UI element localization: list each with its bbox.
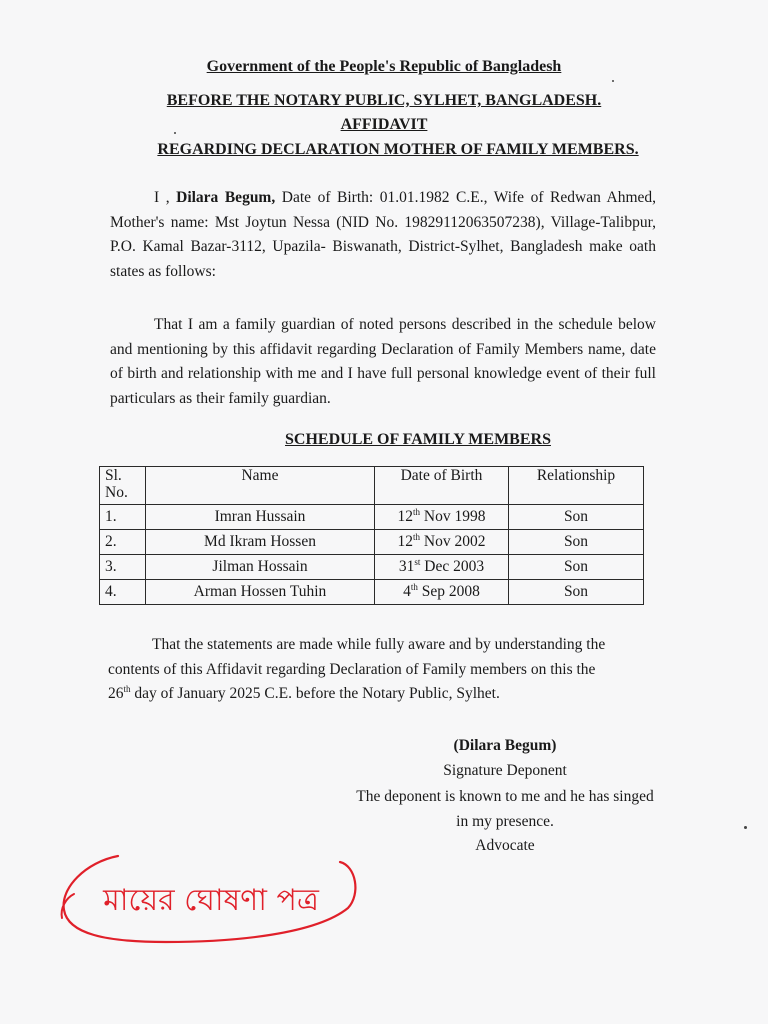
statement-line-3: 26th day of January 2025 C.E. before the Notary Public, Sylhet.	[108, 684, 500, 702]
cell-name: Md Ikram Hossen	[146, 530, 375, 555]
cell-sl: 1.	[100, 505, 146, 530]
notary-heading: BEFORE THE NOTARY PUBLIC, SYLHET, BANGLADESH.	[166, 92, 602, 109]
schedule-table	[99, 466, 644, 605]
statement-line-1: That the statements are made while fully aware and by understanding the	[152, 636, 606, 653]
known-line-2: in my presence.	[456, 813, 554, 830]
cell-dob: 12th Nov 1998	[375, 505, 509, 530]
cell-name: Arman Hossen Tuhin	[146, 580, 375, 605]
deponent-name: Dilara Begum,	[176, 189, 276, 206]
cell-name: Imran Hussain	[146, 505, 375, 530]
table-row	[100, 580, 644, 605]
header-relationship: Relationship	[509, 467, 644, 505]
header-sl: Sl. No.	[100, 467, 146, 505]
cell-dob: 31st Dec 2003	[375, 555, 509, 580]
cell-sl: 2.	[100, 530, 146, 555]
scan-speck	[744, 826, 747, 829]
schedule-header-row	[100, 467, 644, 505]
government-heading: Government of the People's Republic of Bangladesh	[206, 58, 562, 75]
cell-name: Jilman Hossain	[146, 555, 375, 580]
statement-paragraph	[108, 633, 656, 707]
intro-i: I ,	[154, 189, 177, 206]
intro-paragraph	[110, 186, 656, 284]
intro-rest: Date of Birth: 01.01.1982 C.E., Wife of Redwan Ahmed, Mother's name: Mst Joytun Nessa (NID No. 19829112063507238), Village-Talibpur, P.O. Kamal Bazar-3112, Upazila- Biswanath, District-Sylhet, Bangladesh make oath states as follows:	[110, 189, 657, 280]
table-row	[100, 530, 644, 555]
affidavit-heading: AFFIDAVIT	[340, 116, 428, 133]
cell-relationship: Son	[509, 580, 644, 605]
stamp-text: মায়ের ঘোষণা পত্র	[103, 883, 319, 918]
guardian-text: That I am a family guardian of noted persons described in the schedule below and mentioning by this affidavit regarding Declaration of Family Members name, date of birth and relationship with me and I have full personal knowledge event of their full particulars as their family guardian.	[110, 316, 656, 407]
table-row	[100, 555, 644, 580]
guardian-paragraph	[110, 313, 656, 411]
header-dob: Date of Birth	[375, 467, 509, 505]
statement-line-2: contents of this Affidavit regarding Declaration of Family members on this the	[108, 660, 596, 678]
cell-sl: 3.	[100, 555, 146, 580]
scan-speck	[174, 132, 176, 134]
cell-sl: 4.	[100, 580, 146, 605]
table-row	[100, 505, 644, 530]
cell-dob: 12th Nov 2002	[375, 530, 509, 555]
cell-dob: 4th Sep 2008	[375, 580, 509, 605]
cell-relationship: Son	[509, 530, 644, 555]
cell-relationship: Son	[509, 555, 644, 580]
header-name: Name	[146, 467, 375, 505]
schedule-title: SCHEDULE OF FAMILY MEMBERS	[285, 431, 551, 448]
advocate-label: Advocate	[475, 837, 535, 854]
known-line-1: The deponent is known to me and he has singed	[356, 788, 654, 805]
signature-deponent-label: Signature Deponent	[443, 762, 567, 779]
cell-relationship: Son	[509, 505, 644, 530]
regarding-heading: REGARDING DECLARATION MOTHER OF FAMILY MEMBERS.	[157, 141, 639, 158]
handwritten-bengali-stamp	[56, 848, 366, 948]
deponent-name-signature: (Dilara Begum)	[453, 737, 557, 754]
scan-speck	[612, 80, 614, 82]
